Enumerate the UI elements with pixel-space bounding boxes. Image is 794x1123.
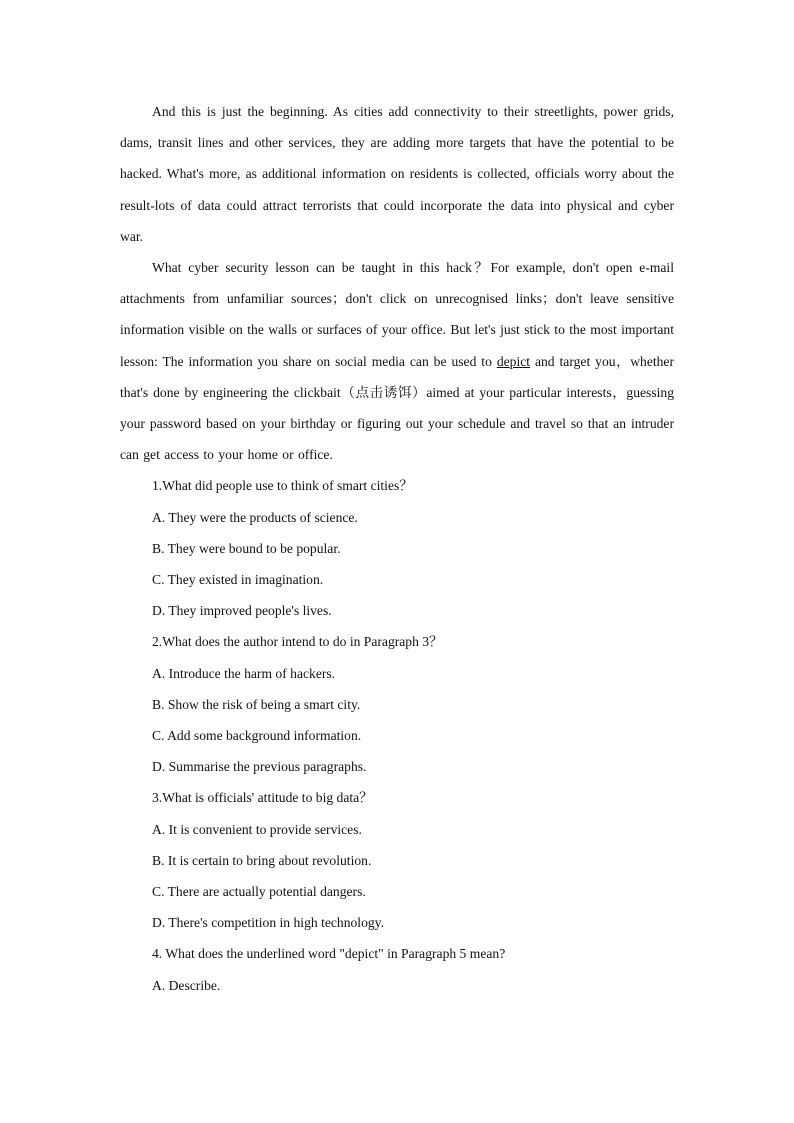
option-b: B. It is certain to bring about revolution. [152,852,372,868]
passage-paragraph-1: And this is just the beginning. As cities add connectivity to their streetlights, power grids, dams, transit lines and other services, they are adding more targets that have the potential to be hacked. What's more, as additional information on residents is collected, officials worry about the result-lots of data could attract terrorists that could incorporate the data into physical and cyber war. [120,104,674,244]
question-1 [120,470,674,626]
option-c: C. They existed in imagination. [152,572,324,588]
underlined-word-depict: depict [496,353,531,369]
paragraph-2-text-after: and target you，whether that's done by engineering the clickbait（点击诱饵）aimed at your particular interests，guessing your password based on your birthday or figuring out your schedule and travel so that an intruder can get access to your home or office. [120,353,674,463]
option-b: B. Show the risk of being a smart city. [152,696,361,712]
question-4 [120,938,674,1000]
question-2 [120,626,674,782]
option-a: A. It is convenient to provide services. [152,821,362,837]
document-page [120,96,674,1001]
question-stem: 1.What did people use to think of smart cities？ [152,478,413,494]
option-b: B. They were bound to be popular. [152,540,341,556]
option-a: A. Describe. [152,977,221,993]
option-d: D. There's competition in high technology. [152,915,384,931]
option-a: A. They were the products of science. [152,509,358,525]
option-c: C. Add some background information. [152,728,362,744]
option-d: D. Summarise the previous paragraphs. [152,759,367,775]
option-a: A. Introduce the harm of hackers. [152,665,336,681]
option-d: D. They improved people's lives. [152,603,332,619]
question-stem: 3.What is officials' attitude to big data？ [152,790,373,806]
question-stem: 2.What does the author intend to do in Paragraph 3？ [152,634,443,650]
paragraph-2-text-before: What cyber security lesson can be taught in this hack？For example, don't open e-mail attachments from unfamiliar sources；don't click on unrecognised links；don't leave sensitive information visible on the walls or surfaces of your office. But let's just stick to the most important lesson: The information you share on social media can be used to [120,260,674,369]
passage-paragraph-2 [120,252,674,470]
question-3 [120,782,674,938]
option-c: C. There are actually potential dangers. [152,884,366,900]
question-stem: 4. What does the underlined word "depict" in Paragraph 5 mean? [152,946,506,962]
